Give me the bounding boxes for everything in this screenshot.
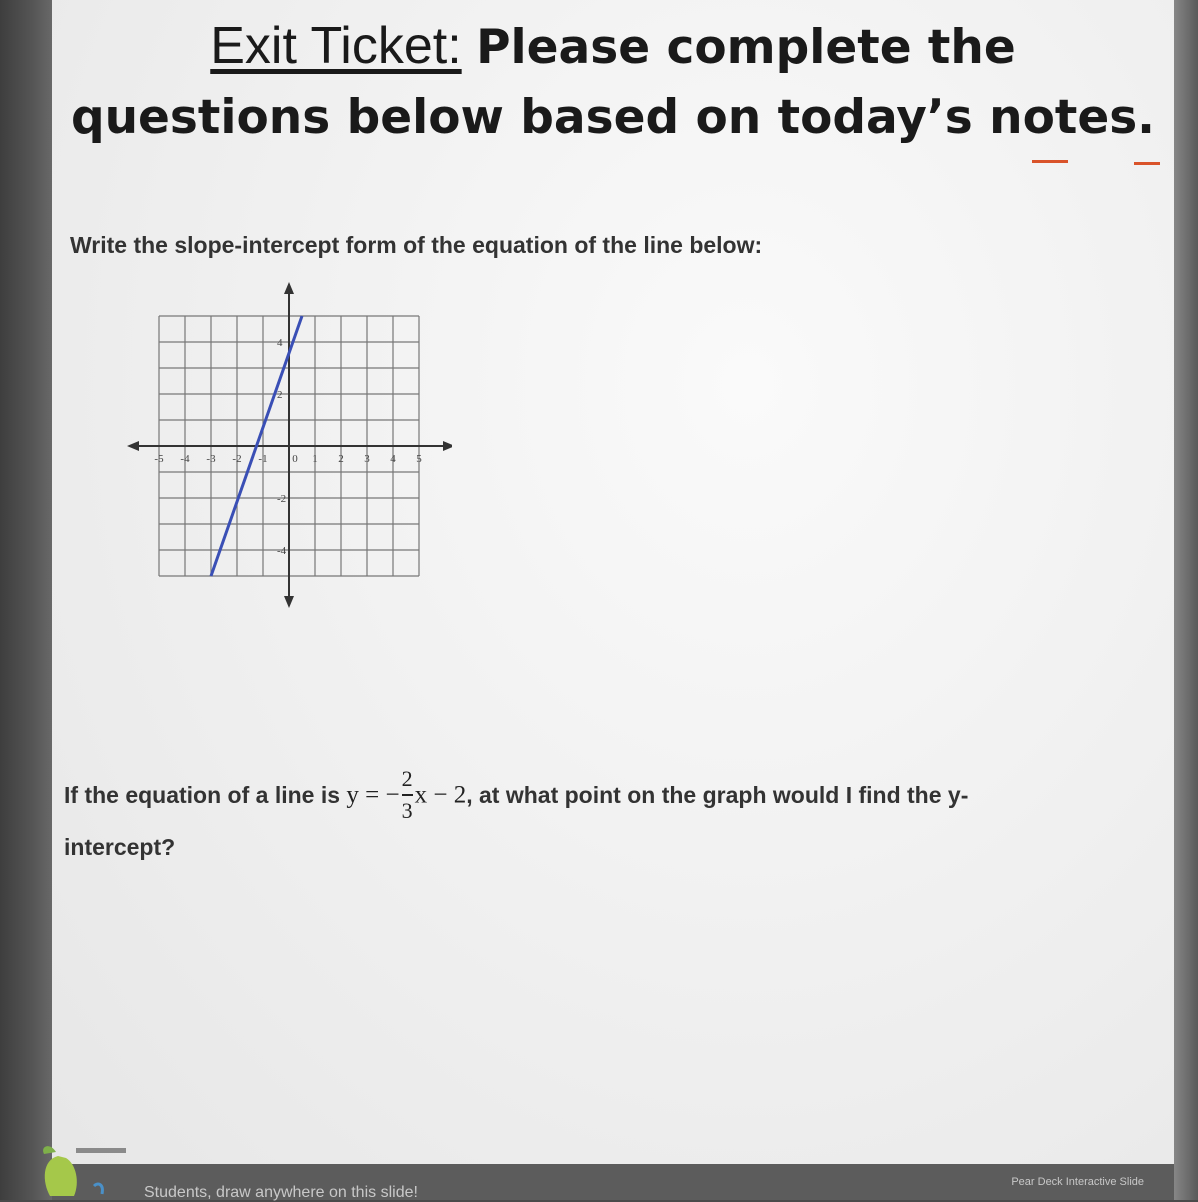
- x-axis-arrow-left: [127, 441, 139, 451]
- x-tick-label: 4: [390, 453, 396, 465]
- x-tick-label: -5: [154, 453, 164, 465]
- title-line2: questions below based on today’s notes.: [70, 90, 1156, 145]
- question-2-text: [64, 766, 969, 824]
- x-tick-label: 1: [312, 453, 318, 465]
- pear-deck-logo-icon: [36, 1138, 126, 1200]
- fraction-numerator: 2: [401, 766, 413, 791]
- x-tick-label: 5: [416, 453, 422, 465]
- y-tick-label: -4: [277, 545, 287, 557]
- x-tick-label: 3: [364, 453, 370, 465]
- graph-axes: [127, 282, 452, 608]
- coordinate-graph: [72, 280, 452, 620]
- title-exit-ticket: Exit Ticket:: [210, 17, 462, 75]
- slide-title: [52, 12, 1174, 154]
- x-tick-label: -4: [180, 453, 190, 465]
- footer-brand: Pear Deck Interactive Slide: [1011, 1176, 1144, 1188]
- x-tick-label: -1: [258, 453, 268, 465]
- question-2-suffix: , at what point on the graph would I find the y-: [466, 781, 969, 808]
- x-tick-label: -3: [206, 453, 216, 465]
- equation-rhs: x − 2: [414, 781, 467, 809]
- x-tick-label: 2: [338, 453, 344, 465]
- y-tick-label: 4: [277, 337, 283, 349]
- question-2-prefix: If the equation of a line is: [64, 781, 341, 808]
- y-axis-arrow-up: [284, 282, 294, 294]
- y-tick-label: -2: [277, 493, 287, 505]
- footer-hint: Students, draw anywhere on this slide!: [144, 1184, 418, 1201]
- slide[interactable]: [52, 0, 1174, 1200]
- ink-mark: [1032, 160, 1068, 163]
- equation: [346, 766, 467, 824]
- x-tick-label: 0: [292, 453, 298, 465]
- screen-bezel-right: [1172, 0, 1198, 1200]
- x-tick-label: -2: [232, 453, 242, 465]
- x-axis-arrow-right: [443, 441, 452, 451]
- fraction-denominator: 3: [401, 797, 413, 823]
- screen-bezel-left: [0, 0, 54, 1200]
- equation-lhs: y = −: [346, 781, 400, 809]
- y-axis-arrow-down: [284, 596, 294, 608]
- ink-mark: [1134, 162, 1160, 165]
- question-1-text: Write the slope-intercept form of the equation of the line below:: [70, 232, 763, 258]
- y-tick-label: 2: [277, 389, 283, 401]
- fraction: [402, 768, 413, 822]
- question-2-continuation: intercept?: [64, 834, 176, 860]
- title-line1-rest: Please complete the: [476, 20, 1016, 75]
